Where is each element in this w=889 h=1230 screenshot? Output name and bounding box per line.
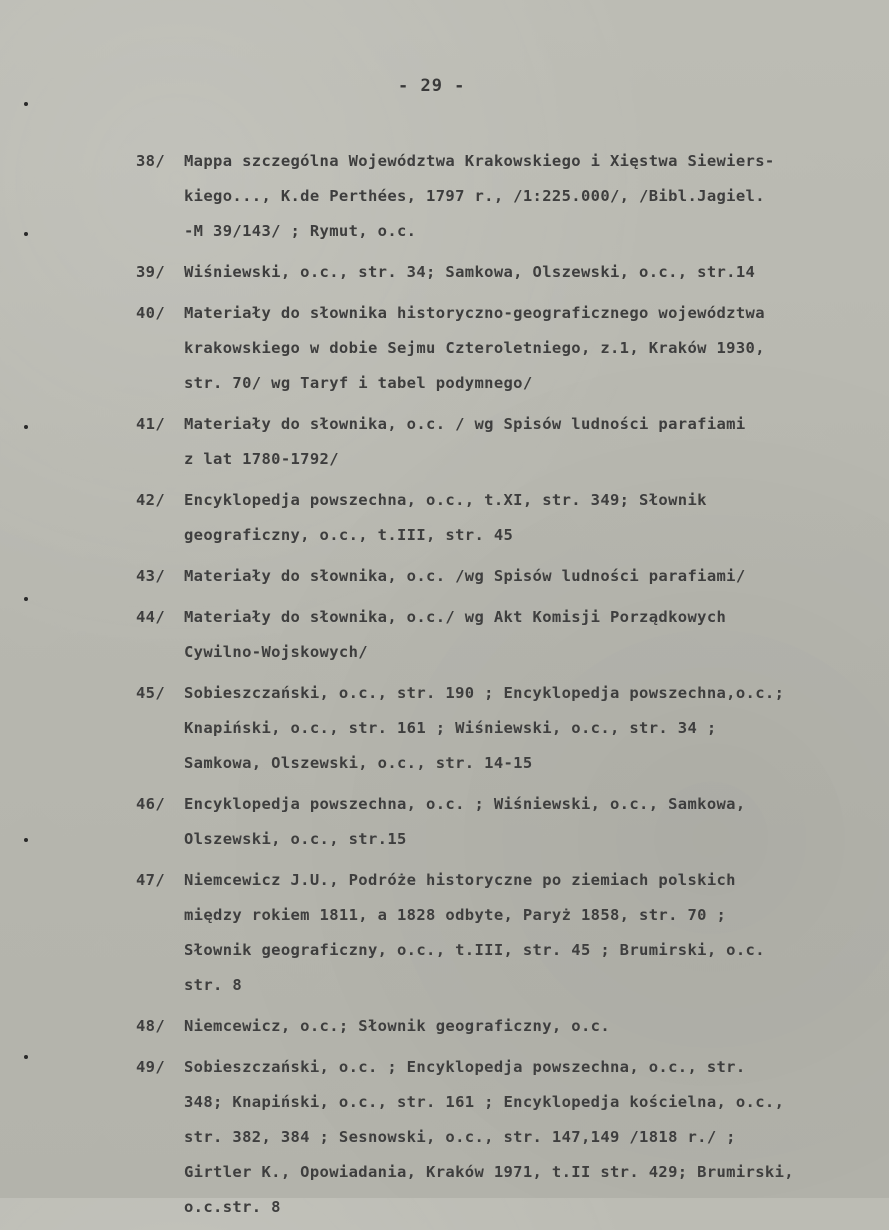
footnote-number: 48/ [136, 1016, 166, 1035]
footnote-text: Cywilno-Wojskowych/ [184, 642, 368, 661]
footnote-line [136, 1119, 866, 1154]
footnote-text: Materiały do słownika, o.c. /wg Spisów ludności parafiami/ [184, 566, 746, 585]
footnote-line [136, 365, 866, 400]
footnote-line [136, 295, 866, 330]
punch-mark [24, 232, 28, 236]
footnote-number: 41/ [136, 414, 166, 433]
footnote-line [136, 213, 866, 248]
footnote-text: Mappa szczególna Województwa Krakowskiego i Xięstwa Siewiers- [184, 151, 775, 170]
footnote-text: Encyklopedja powszechna, o.c., t.XI, str. 349; Słownik [184, 490, 707, 509]
footnote-number: 49/ [136, 1057, 166, 1076]
footnote-text: Materiały do słownika, o.c. / wg Spisów ludności parafiami [184, 414, 746, 433]
footnote-text: między rokiem 1811, a 1828 odbyte, Paryż 1858, str. 70 ; [184, 905, 727, 924]
footnote-text: Girtler K., Opowiadania, Kraków 1971, t.II str. 429; Brumirski, [184, 1162, 794, 1181]
footnote-line [136, 1189, 866, 1224]
footnote-number: 39/ [136, 262, 166, 281]
footnote-line [136, 330, 866, 365]
footnote-line [136, 932, 866, 967]
punch-mark [24, 597, 28, 601]
footnote-text: str. 382, 384 ; Sesnowski, o.c., str. 147,149 /1818 r./ ; [184, 1127, 736, 1146]
footnote-number: 40/ [136, 303, 166, 322]
footnote-line [136, 1008, 866, 1043]
footnote-46 [136, 786, 866, 856]
footnote-line [136, 862, 866, 897]
footnote-43 [136, 558, 866, 593]
footnote-line [136, 786, 866, 821]
footnote-line [136, 178, 866, 213]
footnote-line [136, 599, 866, 634]
footnote-47 [136, 862, 866, 1002]
footnote-text: Sobieszczański, o.c., str. 190 ; Encyklopedja powszechna,o.c.; [184, 683, 785, 702]
footnote-text: Sobieszczański, o.c. ; Encyklopedja powszechna, o.c., str. [184, 1057, 746, 1076]
footnote-line [136, 745, 866, 780]
footnote-line [136, 675, 866, 710]
footnote-text: Knapiński, o.c., str. 161 ; Wiśniewski, o.c., str. 34 ; [184, 718, 717, 737]
footnote-text: Słownik geograficzny, o.c., t.III, str. 45 ; Brumirski, o.c. [184, 940, 765, 959]
punch-mark [24, 425, 28, 429]
footnote-text: Olszewski, o.c., str.15 [184, 829, 407, 848]
footnote-44 [136, 599, 866, 669]
footnote-text: kiego..., K.de Perthées, 1797 r., /1:225.000/, /Bibl.Jagiel. [184, 186, 765, 205]
footnote-line [136, 634, 866, 669]
footnote-number: 47/ [136, 870, 166, 889]
footnote-line [136, 1049, 866, 1084]
footnote-text: Niemcewicz, o.c.; Słownik geograficzny, o.c. [184, 1016, 610, 1035]
footnote-line [136, 967, 866, 1002]
footnote-number: 42/ [136, 490, 166, 509]
footnote-48 [136, 1008, 866, 1043]
footnote-number: 45/ [136, 683, 166, 702]
footnote-line [136, 406, 866, 441]
footnote-line [136, 710, 866, 745]
footnote-text: 348; Knapiński, o.c., str. 161 ; Encyklopedja kościelna, o.c., [184, 1092, 785, 1111]
footnote-line [136, 1154, 866, 1189]
footnote-number: 38/ [136, 151, 166, 170]
punch-mark [24, 838, 28, 842]
footnote-38 [136, 143, 866, 248]
footnote-text: krakowskiego w dobie Sejmu Czteroletniego, z.1, Kraków 1930, [184, 338, 765, 357]
footnote-line [136, 897, 866, 932]
footnote-number: 44/ [136, 607, 166, 626]
footnote-line [136, 254, 866, 289]
punch-mark [24, 102, 28, 106]
footnote-text: Materiały do słownika historyczno-geograficznego województwa [184, 303, 765, 322]
punch-mark [24, 1055, 28, 1059]
footnote-number: 43/ [136, 566, 166, 585]
footnote-text: o.c.str. 8 [184, 1197, 281, 1216]
footnote-text: Samkowa, Olszewski, o.c., str. 14-15 [184, 753, 533, 772]
page-number: - 29 - [398, 76, 466, 96]
footnote-text: str. 70/ wg Taryf i tabel podymnego/ [184, 373, 533, 392]
footnote-text: Wiśniewski, o.c., str. 34; Samkowa, Olszewski, o.c., str.14 [184, 262, 756, 281]
footnote-line [136, 517, 866, 552]
footnote-42 [136, 482, 866, 552]
footnote-39 [136, 254, 866, 289]
footnote-text: Materiały do słownika, o.c./ wg Akt Komisji Porządkowych [184, 607, 727, 626]
footnote-40 [136, 295, 866, 400]
footnote-line [136, 558, 866, 593]
footnote-line [136, 441, 866, 476]
footnote-41 [136, 406, 866, 476]
footnote-text: str. 8 [184, 975, 243, 994]
footnote-line [136, 821, 866, 856]
footnote-text: -M 39/143/ ; Rymut, o.c. [184, 221, 417, 240]
footnote-line [136, 1084, 866, 1119]
footnote-line [136, 143, 866, 178]
footnote-line [136, 482, 866, 517]
footnote-list [136, 143, 866, 1230]
footnote-text: Encyklopedja powszechna, o.c. ; Wiśniewski, o.c., Samkowa, [184, 794, 746, 813]
footnote-number: 46/ [136, 794, 166, 813]
footnote-45 [136, 675, 866, 780]
footnote-text: z lat 1780-1792/ [184, 449, 339, 468]
footnote-text: geograficzny, o.c., t.III, str. 45 [184, 525, 514, 544]
footnote-text: Niemcewicz J.U., Podróże historyczne po ziemiach polskich [184, 870, 736, 889]
